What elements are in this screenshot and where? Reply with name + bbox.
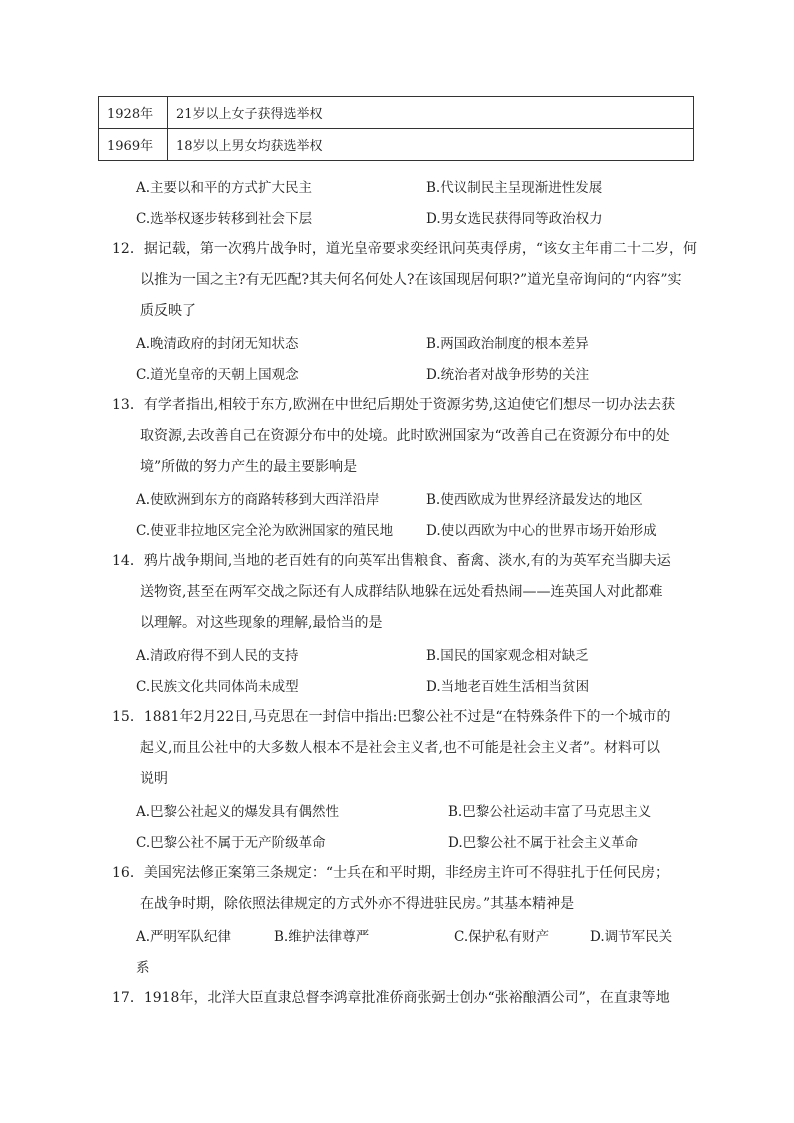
q16-option-c: C.保护私有财产 [454, 929, 550, 945]
q13-option-c: C.使亚非拉地区完全沦为欧洲国家的殖民地 [136, 523, 394, 539]
q14-stem-line: 送物资,甚至在两军交战之际还有人成群结队地躲在远处看热闹——连英国人对此都难 [140, 584, 663, 600]
q14-option-c: C.民族文化共同体尚未成型 [136, 679, 299, 695]
q13-option-a: A.使欧洲到东方的商路转移到大西洋沿岸 [136, 492, 380, 508]
table-cell-content: 18岁以上男女均获选举权 [168, 129, 694, 161]
q15-option-c: C.巴黎公社不属于无产阶级革命 [136, 835, 326, 851]
q14-stem-line: 14．鸦片战争期间,当地的老百姓有的向英军出售粮食、畜禽、淡水,有的为英军充当脚夫运 [112, 553, 671, 569]
q15-option-b: B.巴黎公社运动丰富了马克思主义 [448, 804, 652, 820]
q15-stem-line: 15．1881年2月22日,马克思在一封信中指出:巴黎公社不过是“在特殊条件下的一个城市的 [112, 709, 671, 725]
q12-stem-line: 以推为一国之主?有无匹配?其夫何名何处人?在该国现居何职?”道光皇帝询问的“内容”实 [140, 272, 682, 288]
table-cell-year: 1969年 [99, 129, 168, 161]
q12-option-a: A.晚清政府的封闭无知状态 [136, 336, 299, 352]
q14-option-b: B.国民的国家观念相对缺乏 [426, 648, 589, 664]
table-cell-content: 21岁以上女子获得选举权 [168, 97, 694, 129]
q15-stem-line: 说明 [140, 771, 168, 787]
q16-option-d-continuation: 系 [136, 960, 150, 976]
q11-option-d: D.男女选民获得同等政治权力 [426, 211, 603, 227]
q12-option-c: C.道光皇帝的天朝上国观念 [136, 367, 299, 383]
q12-stem-line: 质反映了 [140, 303, 196, 319]
q15-option-d: D.巴黎公社不属于社会主义革命 [448, 835, 639, 851]
q13-stem-line: 13．有学者指出,相较于东方,欧洲在中世纪后期处于资源劣势,这迫使它们想尽一切办法去获 [112, 397, 676, 413]
q16-option-d: D.调节军民关 [590, 929, 673, 945]
q16-option-a: A.严明军队纪律 [136, 929, 232, 945]
q17-stem-line: 17．1918年，北洋大臣直隶总督李鸿章批准侨商张弼士创办“张裕酿酒公司”，在直隶等地 [112, 990, 670, 1006]
q11-option-c: C.选举权逐步转移到社会下层 [136, 211, 313, 227]
q14-option-d: D.当地老百姓生活相当贫困 [426, 679, 590, 695]
q13-option-d: D.使以西欧为中心的世界市场开始形成 [426, 523, 657, 539]
table-row [99, 129, 694, 161]
q12-option-d: D.统治者对战争形势的关注 [426, 367, 590, 383]
suffrage-table [98, 96, 694, 161]
q13-stem-line: 取资源,去改善自己在资源分布中的处境。此时欧洲国家为“改善自己在资源分布中的处 [140, 428, 670, 444]
q16-stem-line: 在战争时期，除依照法律规定的方式外亦不得进驻民房。”其基本精神是 [140, 896, 575, 912]
q14-stem-line: 以理解。对这些现象的理解,最恰当的是 [140, 615, 383, 631]
table-row [99, 97, 694, 129]
q16-option-b: B.维护法律尊严 [274, 929, 370, 945]
q15-stem-line: 起义,而且公社中的大多数人根本不是社会主义者,也不可能是社会主义者”。材料可以 [140, 740, 661, 756]
q11-option-a: A.主要以和平的方式扩大民主 [136, 180, 313, 196]
q15-option-a: A.巴黎公社起义的爆发具有偶然性 [136, 804, 340, 820]
q13-option-b: B.使西欧成为世界经济最发达的地区 [426, 492, 643, 508]
q12-stem-line: 12．据记载，第一次鸦片战争时，道光皇帝要求奕经讯问英夷俘虏，“该女主年甫二十二岁，何 [112, 241, 697, 257]
q11-option-b: B.代议制民主呈现渐进性发展 [426, 180, 603, 196]
q14-option-a: A.清政府得不到人民的支持 [136, 648, 299, 664]
q16-stem-line: 16．美国宪法修正案第三条规定：“士兵在和平时期，非经房主许可不得驻扎于任何民房； [112, 865, 669, 881]
q12-option-b: B.两国政治制度的根本差异 [426, 336, 589, 352]
q13-stem-line: 境”所做的努力产生的最主要影响是 [140, 459, 358, 475]
table-cell-year: 1928年 [99, 97, 168, 129]
